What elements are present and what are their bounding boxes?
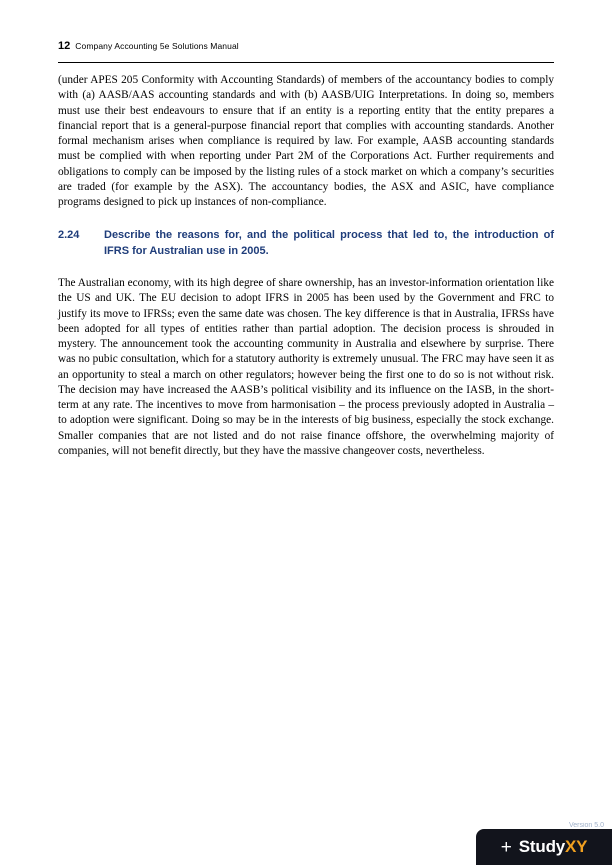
question-text: Describe the reasons for, and the political process that led to, the introduction of IFRS for Australian use in 2005. [104, 229, 554, 258]
studyxy-label-xy: XY [565, 837, 588, 856]
studyxy-badge[interactable] [476, 829, 612, 865]
header-title: Company Accounting 5e Solutions Manual [75, 41, 239, 51]
question-number: 2.24 [58, 229, 80, 242]
studyxy-label [519, 837, 588, 857]
studyxy-label-study: Study [518, 837, 566, 856]
plus-icon: + [500, 836, 512, 858]
header-page-number: 12 [58, 40, 71, 52]
paragraph-1: (under APES 205 Conformity with Accounting Standards) of members of the accountancy bodies to comply with (a) AASB/AAS accounting standards and with (b) AASB/UIG Interpretations. In doing so, members must use their best endeavours to ensure that if an entity is a reporting entity that the entity prepares a financial report that is a general-purpose financial report that complies with accounting standards. Another formal mechanism arises when compliance is required by law. For example, AASB accounting standards must be complied with when reporting under Part 2M of the Corporations Act. Further requirements and obligations to comply can be imposed by the listing rules of a stock market on which a company’s securities are traded (for example by the ASX). The accountancy bodies, the ASX and ASIC, have compliance programs designed to pick up instances of non-compliance. [58, 74, 554, 208]
page-header [58, 40, 554, 52]
header-divider [58, 62, 554, 63]
question-block [58, 228, 554, 260]
version-watermark: Version 5.0 [568, 822, 604, 829]
paragraph-2: The Australian economy, with its high degree of share ownership, has an investor-information orientation like the US and UK. The EU decision to adopt IFRS in 2005 has been used by the Government and FRC to justify its move to IFRSs; even the same date was chosen. The key difference is that in Australia, IFRSs have been adopted for all types of entities rather than partial adoption. The decision process is shrouded in mystery. The announcement took the accounting community in Australia and elsewhere by surprise. There was no pubic consultation, which for a statutory authority is extremely unusual. The FRC may have seen it as an opportunity to steal a march on other regulators; however being the first one to do so is not without risk. The decision may have increased the AASB’s political visibility and its influence on the IASB, in the short-term at any rate. The incentives to move from harmonisation – the process previously adopted in Australia – to adoption were significant. Doing so may be in the interests of big business, especially the stock exchange. Smaller companies that are not listed and do not raise finance offshore, the overwhelming majority of companies, will not benefit directly, but they have the massive changeover costs, nevertheless. [58, 277, 554, 457]
